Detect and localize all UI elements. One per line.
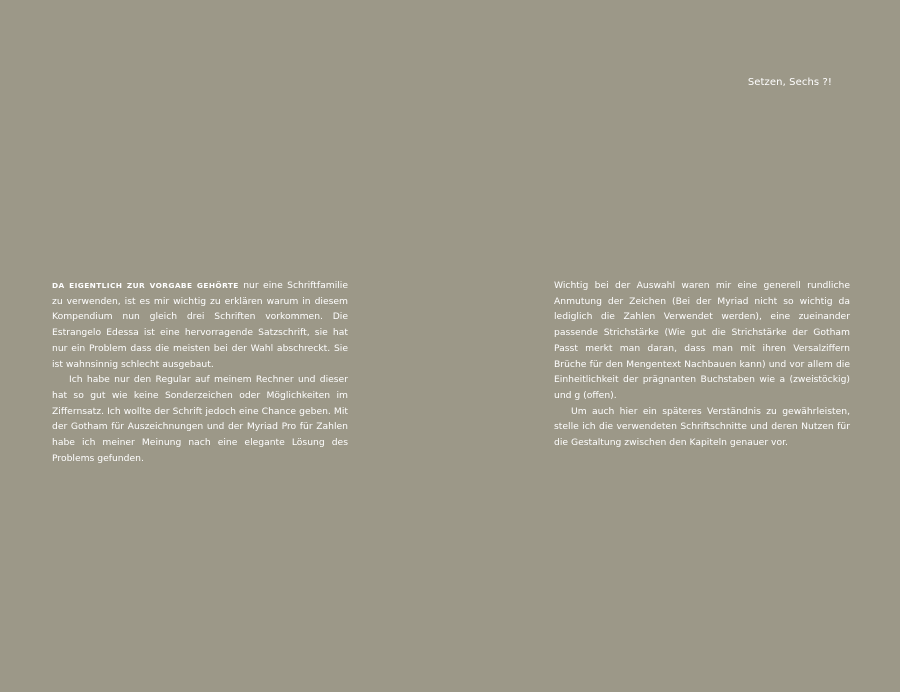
left-paragraph-2: Ich habe nur den Regular auf meinem Rechner und dieser hat so gut wie keine Sonderzeichen oder Möglichkeiten im Ziffernsatz. Ich wollte der Schrift jedoch eine Chance geben. Mit der Gotham für Auszeichnungen und der Myriad Pro für Zahlen habe ich meiner Meinung nach eine elegante Lösung des Problems gefunden. xyxy=(52,374,348,464)
right-page-text-column xyxy=(554,278,850,451)
left-paragraph-1 xyxy=(52,278,348,372)
left-paragraph-1-body: nur eine Schriftfamilie zu verwenden, ist es mir wichtig zu erklären warum in diesem Kompendium nun gleich drei Schriften vorkommen. Die Estrangelo Edessa ist eine hervorragende Satzschrift, sie hat nur ein Problem dass die meisten bei der Wahl abschreckt. Sie ist wahnsinnig schlecht ausgebaut. xyxy=(52,280,349,370)
right-paragraph-1: Wichtig bei der Auswahl waren mir eine generell rundliche Anmutung der Zeichen (Bei der Myriad nicht so wichtig da lediglich die Zahlen Verwendet werden), eine zueinander passende Strichstärke (Wie gut die Strichstärke der Gotham Passt merkt man daran, dass man mit ihren Versalziffern Brüche für den Mengentext Nachbauen kann) und vor allem die Einheitlichkeit der prägnanten Buchstaben wie a (zweistöckig) und g (offen). xyxy=(554,280,850,401)
left-page-text-column xyxy=(52,278,348,466)
right-paragraph-2: Um auch hier ein späteres Verständnis zu gewährleisten, stelle ich die verwendeten Schriftschnitte und deren Nutzen für die Gestaltung zwischen den Kapiteln genauer vor. xyxy=(554,405,850,449)
lead-in-small-caps: DA EIGENTLICH ZUR VORGABE GEHÖRTE xyxy=(52,281,239,290)
running-head: Setzen, Sechs ?! xyxy=(747,77,832,88)
